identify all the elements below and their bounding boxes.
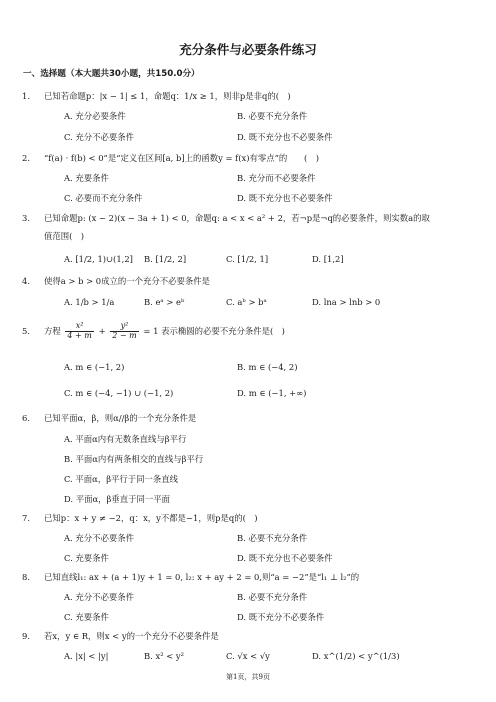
option-c[interactable]: C. 充要条件	[64, 612, 109, 622]
question-stem-line2: 值范围( )	[44, 231, 85, 241]
question-stem: 若x，y ∈ R，则x < y的一个充分不必要条件是	[44, 631, 219, 641]
question-stem: 已知p：x + y ≠ −2，q：x，y不都是−1，则p是q的( )	[44, 513, 258, 523]
option-b[interactable]: B. 充分而不必要条件	[237, 173, 316, 183]
question-5: 5. 方程 $\frac{\text{x²}}{4 + m}$ + $\frac{\text{y²}}{2 - m}$ = 1 表示椭圆的必要不充分条件是( )	[22, 321, 285, 340]
document-title: 充分条件与必要条件练习	[179, 42, 317, 57]
option-b[interactable]: B. [1/2, 2]	[144, 254, 187, 264]
question-4	[22, 276, 476, 286]
question-number: 3.	[22, 213, 30, 223]
x-squared-fraction: $\frac{\text{x²}}{4 + m}$	[67, 321, 92, 340]
option-b[interactable]: B. 必要不充分条件	[237, 533, 308, 543]
question-number: 8.	[22, 572, 30, 582]
option-d[interactable]: D. 平面α，β垂直于同一平面	[64, 494, 170, 504]
option-b[interactable]: B. 必要不充分条件	[237, 111, 308, 121]
question-number: 1.	[22, 91, 30, 101]
option-b[interactable]: B. eᵃ > eᵇ	[144, 297, 185, 307]
option-b[interactable]: B. m ∈ (−4, 2)	[237, 362, 298, 372]
question-stem-line1: 已知命题p: (x − 2)(x − 3a + 1) < 0，命题q: a < x < a² + 2，若¬p是¬q的必要条件，则实数a的取	[44, 213, 430, 223]
option-c[interactable]: C. 必要而不充分条件	[64, 193, 143, 203]
option-d[interactable]: D. x^(1/2) < y^(1/3)	[312, 651, 400, 661]
question-number: 2.	[22, 153, 30, 163]
question-number: 7.	[22, 513, 30, 523]
question-3-continued	[44, 231, 476, 241]
question-7	[22, 513, 476, 523]
question-stem: “f(a) · f(b) < 0”是“定义在区间[a, b]上的函数y = f(x)有零点”的 ( )	[44, 153, 319, 163]
y-squared-fraction: $\frac{\text{y²}}{2 - m}$	[112, 321, 137, 340]
option-a[interactable]: A. [1/2, 1)∪(1,2]	[64, 254, 133, 264]
page-footer: 第1页，共9页	[226, 673, 270, 681]
question-stem: 已知直线l₁: ax + (a + 1)y + 1 = 0, l₂: x + ay + 2 = 0,则“a = −2”是“l₁ ⊥ l₂”的	[44, 572, 360, 582]
question-stem-prefix: 方程	[44, 325, 61, 336]
option-d[interactable]: D. [1,2]	[312, 254, 344, 264]
question-3	[22, 213, 476, 223]
option-b[interactable]: B. 必要不充分条件	[237, 592, 308, 602]
question-9	[22, 631, 476, 641]
question-6	[22, 413, 476, 423]
option-b[interactable]: B. x² < y²	[144, 651, 184, 661]
option-d[interactable]: D. 既不充分也不必要条件	[237, 553, 333, 563]
option-c[interactable]: C. √x < √y	[226, 651, 270, 661]
section-heading: 一、选择题（本大题共30小题，共150.0分）	[23, 69, 200, 79]
option-d[interactable]: D. 既不充分不必要条件	[237, 612, 325, 622]
option-d[interactable]: D. 既不充分也不必要条件	[237, 193, 333, 203]
question-stem-suffix: 表示椭圆的必要不充分条件是( )	[161, 325, 285, 336]
option-a[interactable]: A. 1/b > 1/a	[64, 297, 115, 307]
question-stem: 已知若命题p：|x − 1| ≤ 1，命题q：1/x ≥ 1，则非p是非q的( )	[44, 91, 291, 101]
question-number: 4.	[22, 276, 30, 286]
option-c[interactable]: C. m ∈ (−4, −1) ∪ (−1, 2)	[64, 388, 174, 398]
option-a[interactable]: A. m ∈ (−1, 2)	[64, 362, 125, 372]
option-c[interactable]: C. [1/2, 1]	[226, 254, 269, 264]
option-a[interactable]: A. 平面α内有无数条直线与β平行	[64, 434, 187, 444]
question-2	[22, 153, 476, 163]
question-number: 9.	[22, 631, 30, 641]
option-a[interactable]: A. 充分不必要条件	[64, 533, 134, 543]
option-c[interactable]: C. 充要条件	[64, 553, 109, 563]
question-8	[22, 572, 476, 582]
question-number: 6.	[22, 413, 30, 423]
question-stem: 使得a > b > 0成立的一个充分不必要条件是	[44, 276, 210, 286]
option-d[interactable]: D. 既不充分也不必要条件	[237, 132, 333, 142]
option-b[interactable]: B. 平面α内有两条相交的直线与β平行	[64, 454, 204, 464]
option-a[interactable]: A. 充要条件	[64, 173, 109, 183]
option-d[interactable]: D. m ∈ (−1, +∞)	[237, 388, 307, 398]
option-a[interactable]: A. 充分不必要条件	[64, 592, 134, 602]
option-a[interactable]: A. 充分必要条件	[64, 111, 126, 121]
question-number: 5.	[22, 326, 30, 336]
option-c[interactable]: C. 平面α，β平行于同一条直线	[64, 474, 179, 484]
option-d[interactable]: D. lna > lnb > 0	[312, 297, 381, 307]
option-c[interactable]: C. 充分不必要条件	[64, 132, 135, 142]
option-a[interactable]: A. |x| < |y|	[64, 651, 109, 661]
option-c[interactable]: C. aᵇ > bᵃ	[226, 297, 267, 307]
question-1	[22, 91, 476, 101]
question-stem: 已知平面α，β，则α//β的一个充分条件是	[44, 413, 197, 423]
